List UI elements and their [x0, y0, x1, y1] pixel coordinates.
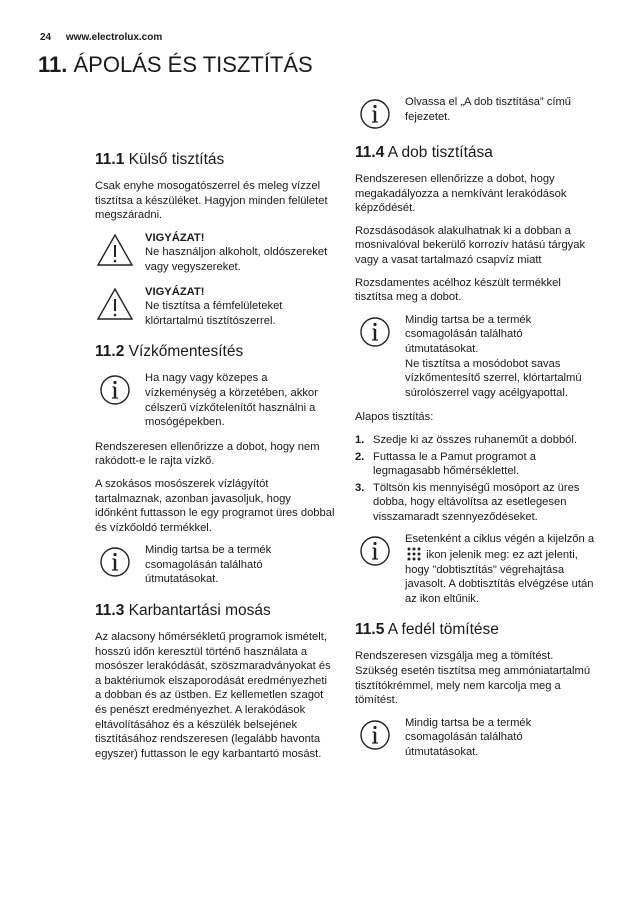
section-number: 11.: [38, 52, 68, 77]
info-text: Mindig tartsa be a termék csomagolásán található útmutatásokat.: [405, 313, 532, 355]
paragraph: Rozsdásodások alakulhatnak ki a dobban a mosnivalóval bekerülő korrozív hatású tárgyak vagy a vasat tartalmazó csapvíz miatt: [355, 224, 586, 266]
paragraph: Rendszeresen ellenőrizze a dobot, hogy nem rakódott-e le rajta vízkő.: [95, 440, 320, 468]
heading-text: Vízkőmentesítés: [128, 343, 244, 361]
step-text: Töltsön kis mennyiségű mosóport az üres dobba, hogy eltávolítsa az esetlegesen visszamaradt szennyeződéseket.: [373, 481, 580, 523]
info-text: Ha nagy vagy közepes a vízkeménység a körzetében, akkor célszerű vízkőtelenítőt használni a mosógépekben.: [145, 372, 318, 429]
info-icon: [356, 534, 394, 568]
caution-text: Ne tisztítsa a fémfelületeket klórtartalmú tisztítószerrel.: [145, 300, 283, 327]
step-number: 2.: [355, 450, 365, 463]
caution-label: VIGYÁZAT!: [145, 231, 205, 244]
heading-text: A fedél tömítése: [387, 621, 499, 639]
paragraph: Rendszeresen vizsgálja meg a tömítést. Szükség esetén tisztítsa meg ammóniatartalmú tisztítókrémmel, mely nem karcolja meg a tömítést.: [355, 650, 591, 707]
info-box: [95, 371, 335, 429]
step-text: Szedje ki az összes ruhaneműt a dobból.: [373, 433, 577, 446]
steps-list: [355, 433, 595, 525]
step-item: [355, 433, 595, 448]
heading-11-4: [355, 143, 595, 162]
heading-11-1-visible: [95, 150, 335, 169]
info-box: [355, 716, 595, 760]
info-box: [355, 95, 595, 129]
section-title-text: ÁPOLÁS ÉS TISZTÍTÁS: [73, 52, 313, 77]
caution-box: [95, 231, 335, 275]
caution-box: [95, 285, 335, 329]
page-number: 24: [40, 32, 52, 43]
step-item: [355, 450, 595, 479]
heading-text: A dob tisztítása: [387, 144, 493, 161]
heading-text: Karbantartási mosás: [128, 602, 271, 620]
heading-11-3: [95, 601, 335, 620]
steps-title: Alapos tisztítás:: [355, 411, 434, 424]
info-icon: [96, 373, 134, 407]
info-box: [355, 313, 595, 401]
paragraph: A szokásos mosószerek vízlágyítót tartalmaznak, azonban javasoljuk, hogy időnként futtasson le egy programot üres dobbal és vízkőoldó termékkel.: [95, 477, 335, 534]
step-number: 1.: [355, 433, 365, 446]
heading-number: 11.2: [95, 343, 125, 361]
step-number: 3.: [355, 481, 365, 494]
paragraph: Rozsdamentes acélhoz készült termékkel tisztítsa meg a dobot.: [355, 276, 561, 304]
info-text: Olvassa el „A dob tisztítása” című fejezetet.: [405, 96, 572, 123]
info-box: [355, 532, 595, 606]
drum-clean-dots-icon: [407, 547, 421, 561]
info-text: Ne tisztítsa a mosódobot savas vízkőmentesítő szerrel, klórtartalmú súrolószerrel vagy acélgyapottal.: [405, 357, 582, 399]
heading-11-5: [355, 620, 595, 639]
heading-number: 11.5: [355, 621, 385, 639]
heading-number: 11.3: [95, 602, 125, 620]
heading-text: Külső tisztítás: [128, 151, 225, 168]
warning-triangle-icon: [96, 233, 134, 267]
paragraph: Rendszeresen ellenőrizze a dobot, hogy megakadályozza a nemkívánt lerakódások képződését.: [355, 173, 567, 215]
heading-number: 11.1: [95, 151, 125, 168]
heading-11-2: [95, 342, 335, 361]
info-text: Esetenként a ciklus végén a kijelzőn a: [405, 533, 595, 546]
info-icon: [356, 97, 394, 131]
info-icon: [356, 315, 394, 349]
paragraph: Az alacsony hőmérsékletű programok ismételt, hosszú időn keresztül történő használata a mosószer lerakódását, szöszmaradványokat és a baktériumok elszaporodását eredményezheti a dobban és az üstben. Ez kellemetlen szagot és penészt eredményezhet. A lerakódások eltávolításához és a készülék belsejének tisztításához rendszeresen (legalább havonta egyszer) futtasson le egy karbantartó mosást.: [95, 631, 331, 760]
info-icon: [96, 545, 134, 579]
info-text: Mindig tartsa be a termék csomagolásán található útmutatásokat.: [145, 544, 272, 586]
caution-label: VIGYÁZAT!: [145, 285, 205, 298]
page-header: [40, 32, 162, 43]
header-url: www.electrolux.com: [65, 32, 163, 43]
info-box: [95, 543, 335, 587]
warning-triangle-icon: [96, 287, 134, 321]
section-11-1: [95, 150, 335, 769]
section-title: [38, 52, 313, 78]
info-text: Mindig tartsa be a termék csomagolásán található útmutatásokat.: [405, 716, 532, 758]
paragraph: Csak enyhe mosogatószerrel és meleg vízzel tisztítsa a készüléket. Hagyjon minden felületet megszáradni.: [95, 180, 328, 222]
caution-text: Ne használjon alkoholt, oldószereket vagy vegyszereket.: [145, 246, 328, 273]
info-icon: [356, 718, 394, 752]
step-item: [355, 481, 595, 525]
info-text: ikon jelenik meg: ez azt jelenti, hogy "dobtisztítás" végrehajtása javasolt. A dobtisztítás elvégzése után az ikon eltűnik.: [405, 549, 594, 605]
heading-number: 11.4: [355, 144, 385, 161]
step-text: Futtassa le a Pamut programot a legmagasabb hőmérséklettel.: [373, 450, 536, 478]
right-column: [355, 95, 595, 770]
